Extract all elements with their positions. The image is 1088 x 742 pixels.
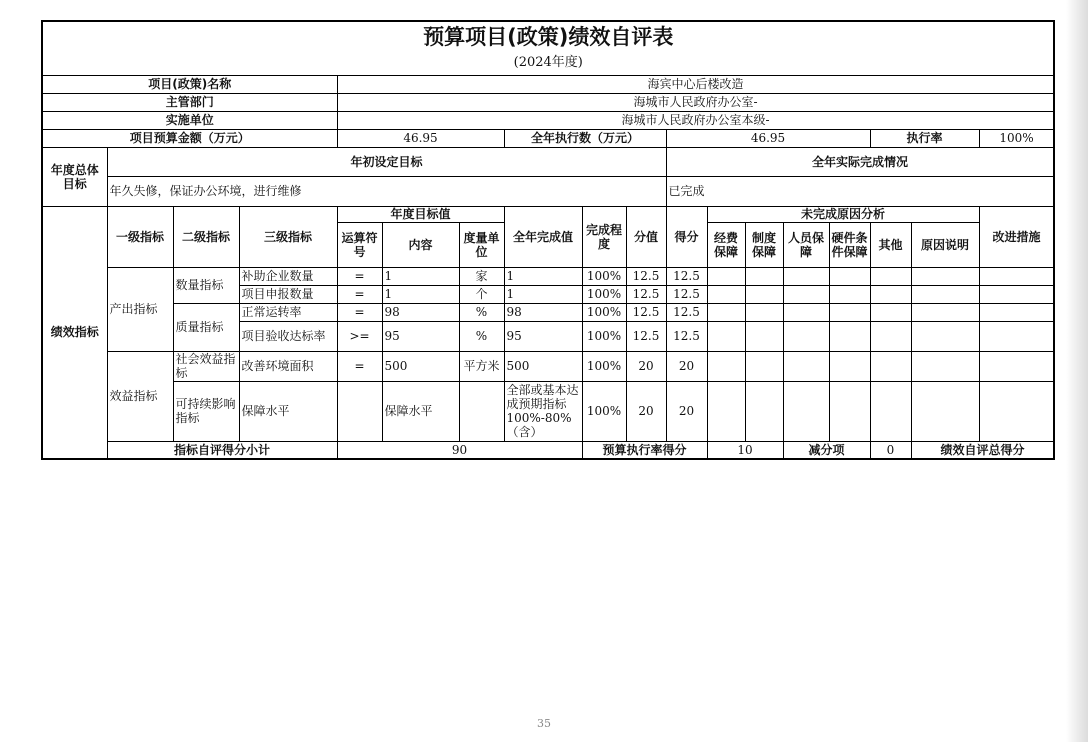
performance-evaluation-table	[41, 20, 1055, 460]
indicator-points: 12.5	[626, 285, 666, 303]
empty-cell	[707, 303, 745, 321]
indicator-score: 12.5	[666, 303, 707, 321]
empty-cell	[829, 381, 870, 441]
empty-cell	[783, 285, 829, 303]
deduction-value: 0	[870, 441, 911, 459]
empty-cell	[783, 321, 829, 351]
indicator-content: 1	[382, 267, 459, 285]
sustainable-impact-indicators-label: 可持续影响指标	[173, 381, 239, 441]
empty-cell	[911, 303, 979, 321]
indicator-value: 全部或基本达成预期指标100%-80%（含）	[504, 381, 582, 441]
actual-goal-text: 已完成	[666, 176, 1054, 206]
empty-cell	[745, 321, 783, 351]
level1-header: 一级指标	[107, 206, 173, 267]
empty-cell	[829, 285, 870, 303]
indicator-unit: 个	[459, 285, 504, 303]
empty-cell	[911, 381, 979, 441]
indicator-value: 95	[504, 321, 582, 351]
project-name: 海宾中心后楼改造	[337, 75, 1054, 93]
indicator-degree: 100%	[582, 285, 626, 303]
rate-label: 执行率	[870, 129, 979, 147]
empty-cell	[745, 267, 783, 285]
indicator-score: 20	[666, 351, 707, 381]
page-edge-shadow	[1066, 0, 1088, 742]
empty-cell	[870, 285, 911, 303]
indicator-unit: %	[459, 321, 504, 351]
empty-cell	[979, 321, 1054, 351]
empty-cell	[870, 303, 911, 321]
reason-other-header: 其他	[870, 222, 911, 267]
indicator-content: 1	[382, 285, 459, 303]
project-name-label: 项目(政策)名称	[42, 75, 337, 93]
indicator-name: 保障水平	[239, 381, 337, 441]
empty-cell	[707, 267, 745, 285]
subtotal-value: 90	[337, 441, 582, 459]
unit-value: 海城市人民政府办公室本级-	[337, 111, 1054, 129]
deduction-label: 减分项	[783, 441, 870, 459]
actual-goal-header: 全年实际完成情况	[666, 147, 1054, 176]
measure-unit-header: 度量单位	[459, 222, 504, 267]
indicator-value: 98	[504, 303, 582, 321]
indicator-name: 改善环境面积	[239, 351, 337, 381]
indicator-points: 20	[626, 351, 666, 381]
indicator-value: 1	[504, 285, 582, 303]
empty-cell	[870, 267, 911, 285]
reason-staff-header: 人员保障	[783, 222, 829, 267]
level3-header: 三级指标	[239, 206, 337, 267]
annual-target-header: 年度目标值	[337, 206, 504, 222]
indicator-name: 项目验收达标率	[239, 321, 337, 351]
indicator-content: 保障水平	[382, 381, 459, 441]
indicator-points: 12.5	[626, 321, 666, 351]
empty-cell	[783, 303, 829, 321]
indicator-unit: %	[459, 303, 504, 321]
quality-indicators-label: 质量指标	[173, 303, 239, 351]
indicator-score: 20	[666, 381, 707, 441]
indicator-operator: >=	[337, 321, 382, 351]
indicator-points: 20	[626, 381, 666, 441]
indicator-value: 1	[504, 267, 582, 285]
indicator-score: 12.5	[666, 285, 707, 303]
performance-indicators-label: 绩效指标	[42, 206, 107, 459]
indicator-content: 98	[382, 303, 459, 321]
score-header: 得分	[666, 206, 707, 267]
empty-cell	[829, 267, 870, 285]
indicator-content: 95	[382, 321, 459, 351]
empty-cell	[911, 351, 979, 381]
indicator-score: 12.5	[666, 267, 707, 285]
empty-cell	[783, 351, 829, 381]
budget-label: 项目预算金额（万元）	[42, 129, 337, 147]
empty-cell	[870, 321, 911, 351]
empty-cell	[707, 285, 745, 303]
empty-cell	[979, 381, 1054, 441]
empty-cell	[829, 351, 870, 381]
empty-cell	[707, 321, 745, 351]
empty-cell	[745, 285, 783, 303]
empty-cell	[745, 381, 783, 441]
indicator-degree: 100%	[582, 267, 626, 285]
empty-cell	[783, 267, 829, 285]
indicator-operator: =	[337, 267, 382, 285]
exec-value: 46.95	[666, 129, 870, 147]
page-title: 预算项目(政策)绩效自评表	[42, 21, 1054, 51]
dept-value: 海城市人民政府办公室-	[337, 93, 1054, 111]
benefit-indicators-label: 效益指标	[107, 351, 173, 441]
empty-cell	[979, 267, 1054, 285]
indicator-name: 补助企业数量	[239, 267, 337, 285]
empty-cell	[783, 381, 829, 441]
empty-cell	[870, 351, 911, 381]
reason-hardware-header: 硬件条件保障	[829, 222, 870, 267]
indicator-value: 500	[504, 351, 582, 381]
reason-system-header: 制度保障	[745, 222, 783, 267]
indicator-operator: =	[337, 285, 382, 303]
subtotal-label: 指标自评得分小计	[107, 441, 337, 459]
table-row	[42, 267, 1054, 285]
exec-label: 全年执行数（万元）	[504, 129, 666, 147]
indicator-degree: 100%	[582, 381, 626, 441]
empty-cell	[911, 267, 979, 285]
empty-cell	[745, 351, 783, 381]
indicator-degree: 100%	[582, 351, 626, 381]
table-row	[42, 351, 1054, 381]
empty-cell	[870, 381, 911, 441]
indicator-content: 500	[382, 351, 459, 381]
reason-analysis-header: 未完成原因分析	[707, 206, 979, 222]
completion-degree-header: 完成程度	[582, 206, 626, 267]
quantity-indicators-label: 数量指标	[173, 267, 239, 303]
empty-cell	[707, 381, 745, 441]
operator-header: 运算符号	[337, 222, 382, 267]
empty-cell	[911, 285, 979, 303]
total-score-label: 绩效自评总得分	[911, 441, 1054, 459]
unit-label: 实施单位	[42, 111, 337, 129]
empty-cell	[979, 285, 1054, 303]
reason-description-header: 原因说明	[911, 222, 979, 267]
indicator-operator: =	[337, 303, 382, 321]
table-row	[42, 381, 1054, 441]
empty-cell	[707, 351, 745, 381]
indicator-unit: 平方米	[459, 351, 504, 381]
empty-cell	[979, 303, 1054, 321]
indicator-points: 12.5	[626, 267, 666, 285]
indicator-unit: 家	[459, 267, 504, 285]
year-label: (2024年度)	[42, 51, 1054, 75]
empty-cell	[979, 351, 1054, 381]
budget-value: 46.95	[337, 129, 504, 147]
social-benefit-indicators-label: 社会效益指标	[173, 351, 239, 381]
indicator-points: 12.5	[626, 303, 666, 321]
rate-value: 100%	[979, 129, 1054, 147]
output-indicators-label: 产出指标	[107, 267, 173, 351]
budget-rate-score-label: 预算执行率得分	[582, 441, 707, 459]
indicator-degree: 100%	[582, 321, 626, 351]
improvement-header: 改进措施	[979, 206, 1054, 267]
set-goal-header: 年初设定目标	[107, 147, 666, 176]
empty-cell	[745, 303, 783, 321]
annual-goal-label: 年度总体目标	[42, 147, 107, 206]
page-number: 35	[537, 717, 551, 730]
empty-cell	[911, 321, 979, 351]
indicator-degree: 100%	[582, 303, 626, 321]
indicator-name: 项目申报数量	[239, 285, 337, 303]
indicator-name: 正常运转率	[239, 303, 337, 321]
empty-cell	[829, 321, 870, 351]
empty-cell	[829, 303, 870, 321]
indicator-unit	[459, 381, 504, 441]
indicator-operator: =	[337, 351, 382, 381]
table-row	[42, 303, 1054, 321]
budget-rate-score-value: 10	[707, 441, 783, 459]
indicator-score: 12.5	[666, 321, 707, 351]
reason-funding-header: 经费保障	[707, 222, 745, 267]
full-year-value-header: 全年完成值	[504, 206, 582, 267]
set-goal-text: 年久失修，保证办公环境，进行维修	[107, 176, 666, 206]
score-value-header: 分值	[626, 206, 666, 267]
level2-header: 二级指标	[173, 206, 239, 267]
content-header: 内容	[382, 222, 459, 267]
indicator-operator	[337, 381, 382, 441]
dept-label: 主管部门	[42, 93, 337, 111]
